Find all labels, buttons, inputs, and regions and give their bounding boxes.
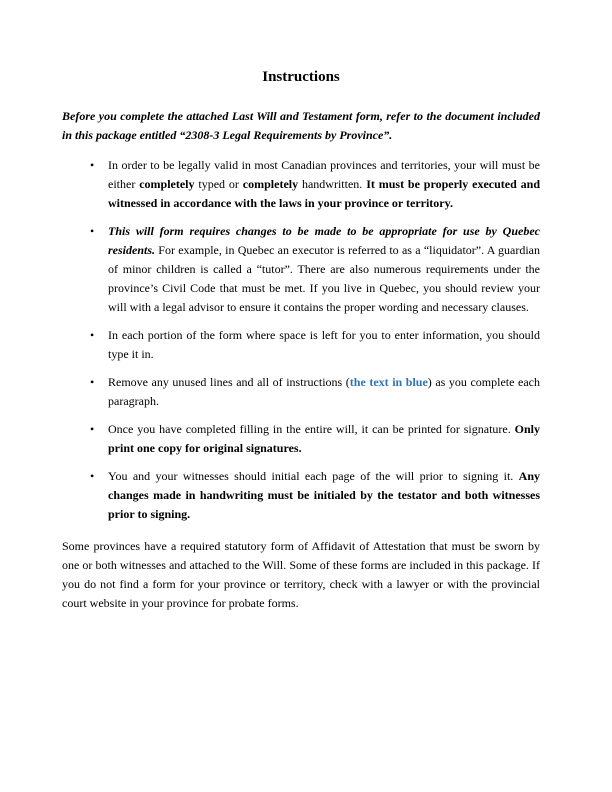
list-item bbox=[108, 420, 540, 458]
list-item bbox=[108, 373, 540, 411]
list-item bbox=[108, 222, 540, 317]
text-segment: In each portion of the form where space is left for you to enter information, you should type it in. bbox=[108, 328, 540, 361]
text-segment: Before you complete the attached Last Will and Testament form, refer to the document included in this package entitled “2308-3 Legal Requirements by Province”. bbox=[62, 109, 540, 142]
list-item bbox=[108, 156, 540, 213]
instructions-list bbox=[62, 156, 540, 524]
text-segment: Some provinces have a required statutory form of Affidavit of Attestation that must be sworn by one or both witnesses and attached to the Will. Some of these forms are included in this package. If you do not find a form for your province or territory, check with a lawyer or with the provincial court website in your province for probate forms. bbox=[62, 539, 540, 610]
text-segment: Any changes made in handwriting must be initialed by the testator and both witnesses prior to signing. bbox=[108, 469, 540, 521]
text-segment: This will form requires changes to be made to be appropriate for use by Quebec residents. bbox=[108, 224, 540, 257]
text-segment: completely bbox=[139, 177, 195, 191]
text-segment: handwritten. bbox=[298, 177, 367, 191]
text-segment: In order to be legally valid in most Canadian provinces and territories, your will must be either bbox=[108, 158, 540, 191]
text-segment: completely bbox=[242, 177, 299, 191]
list-item bbox=[108, 467, 540, 524]
text-segment: Only print one copy for original signatures. bbox=[108, 422, 540, 455]
text-segment: ) as you complete each paragraph. bbox=[108, 375, 540, 408]
intro-paragraph bbox=[62, 107, 540, 145]
text-segment: typed or bbox=[194, 177, 243, 191]
closing-paragraph bbox=[62, 537, 540, 613]
text-segment: Remove any unused lines and all of instructions ( bbox=[108, 375, 350, 389]
text-segment: It must be properly executed and witnessed in accordance with the laws in your province or territory. bbox=[108, 177, 540, 210]
text-segment: You and your witnesses should initial each page of the will prior to signing it. bbox=[108, 469, 519, 483]
list-item bbox=[108, 326, 540, 364]
text-segment: the text in blue bbox=[349, 375, 428, 389]
text-segment: For example, in Quebec an executor is referred to as a “liquidator”. A guardian of minor children is called a “tutor”. There are also numerous requirements under the province’s Civil Code that must be met. If you live in Quebec, you should review your will with a legal advisor to ensure it contains the proper wording and necessary clauses. bbox=[108, 243, 540, 314]
text-segment: Once you have completed filling in the entire will, it can be printed for signature. bbox=[108, 422, 515, 436]
page-title: Instructions bbox=[262, 69, 340, 85]
